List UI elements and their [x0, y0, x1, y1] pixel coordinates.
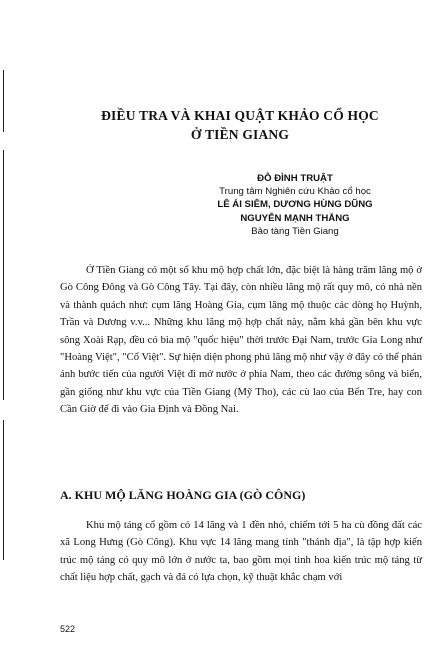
scan-margin-line-lower: [3, 420, 4, 560]
author-affiliation-1: Trung tâm Nghiên cứu Khảo cổ học: [219, 186, 371, 198]
author-name-3: NGUYỄN MẠNH THẮNG: [240, 212, 350, 224]
section-a-paragraph-block: [60, 517, 422, 587]
author-name-2: LÊ ÁI SIÊM, DƯƠNG HÙNG DŨNG: [217, 199, 373, 211]
intro-paragraph: Ở Tiền Giang có một số khu mộ hợp chất lớn, đặc biệt là hàng trăm lăng mộ ở Gò Công Đông và Gò Công Tây. Tại đây, còn nhiều lăng mộ rất quy mô, có nhà nền và thành quách như: cụm lăng Hoàng Gia, cụm lăng mộ thuộc các dòng họ Huỳnh, Trần và Dương v.v... Những khu lăng mộ hợp chất này, nằm khá gần bên khu vực sông Xoài Rạp, đều có bia mộ "quốc hiệu" thời trước Đại Nam, trước Gia Long như "Hoàng Việt", "Cổ Việt". Sự hiện diện phong phú lăng mộ như vậy ở đây có thể phản ánh bước tiến của người Việt đi mở nước ở phía Nam, theo các đường sông và biển, gần giống như khu vực của Tiền Giang (Mỹ Tho), các cù lao của Bến Tre, hay con Cần Giờ để đi vào Gia Định và Đồng Nai.: [60, 265, 422, 416]
intro-paragraph-block: [60, 262, 422, 419]
scan-margin-line-upper: [3, 70, 4, 132]
scan-margin-line-middle: [3, 150, 4, 400]
author-affiliation-2: Bảo tàng Tiền Giang: [251, 225, 339, 237]
author-name-1: ĐỖ ĐÌNH TRUẬT: [257, 173, 333, 184]
section-a-paragraph: Khu mộ táng cổ gồm có 14 lăng và 1 đền nhỏ, chiếm tới 5 ha cù đồng đất các xã Long Hưng (Gò Công). Khu vực 14 lăng mang tính "thánh địa", là tập hợp kiến trúc mộ táng có quy mô lớn ở nước ta, bao gồm mọi tinh hoa kiến trúc mộ táng từ chất liệu hợp chất, gạch và đá có lựa chọn, kỹ thuật khắc chạm với: [60, 520, 422, 584]
article-title: [80, 106, 400, 144]
page-number: 522: [60, 624, 76, 634]
author-block: [170, 172, 420, 238]
article-title-line-2: Ở TIỀN GIANG: [190, 127, 290, 142]
section-a-heading: A. KHU MỘ LĂNG HOÀNG GIA (GÒ CÔNG): [60, 488, 306, 502]
article-title-line-1: ĐIỀU TRA VÀ KHAI QUẬT KHẢO CỔ HỌC: [101, 108, 379, 123]
